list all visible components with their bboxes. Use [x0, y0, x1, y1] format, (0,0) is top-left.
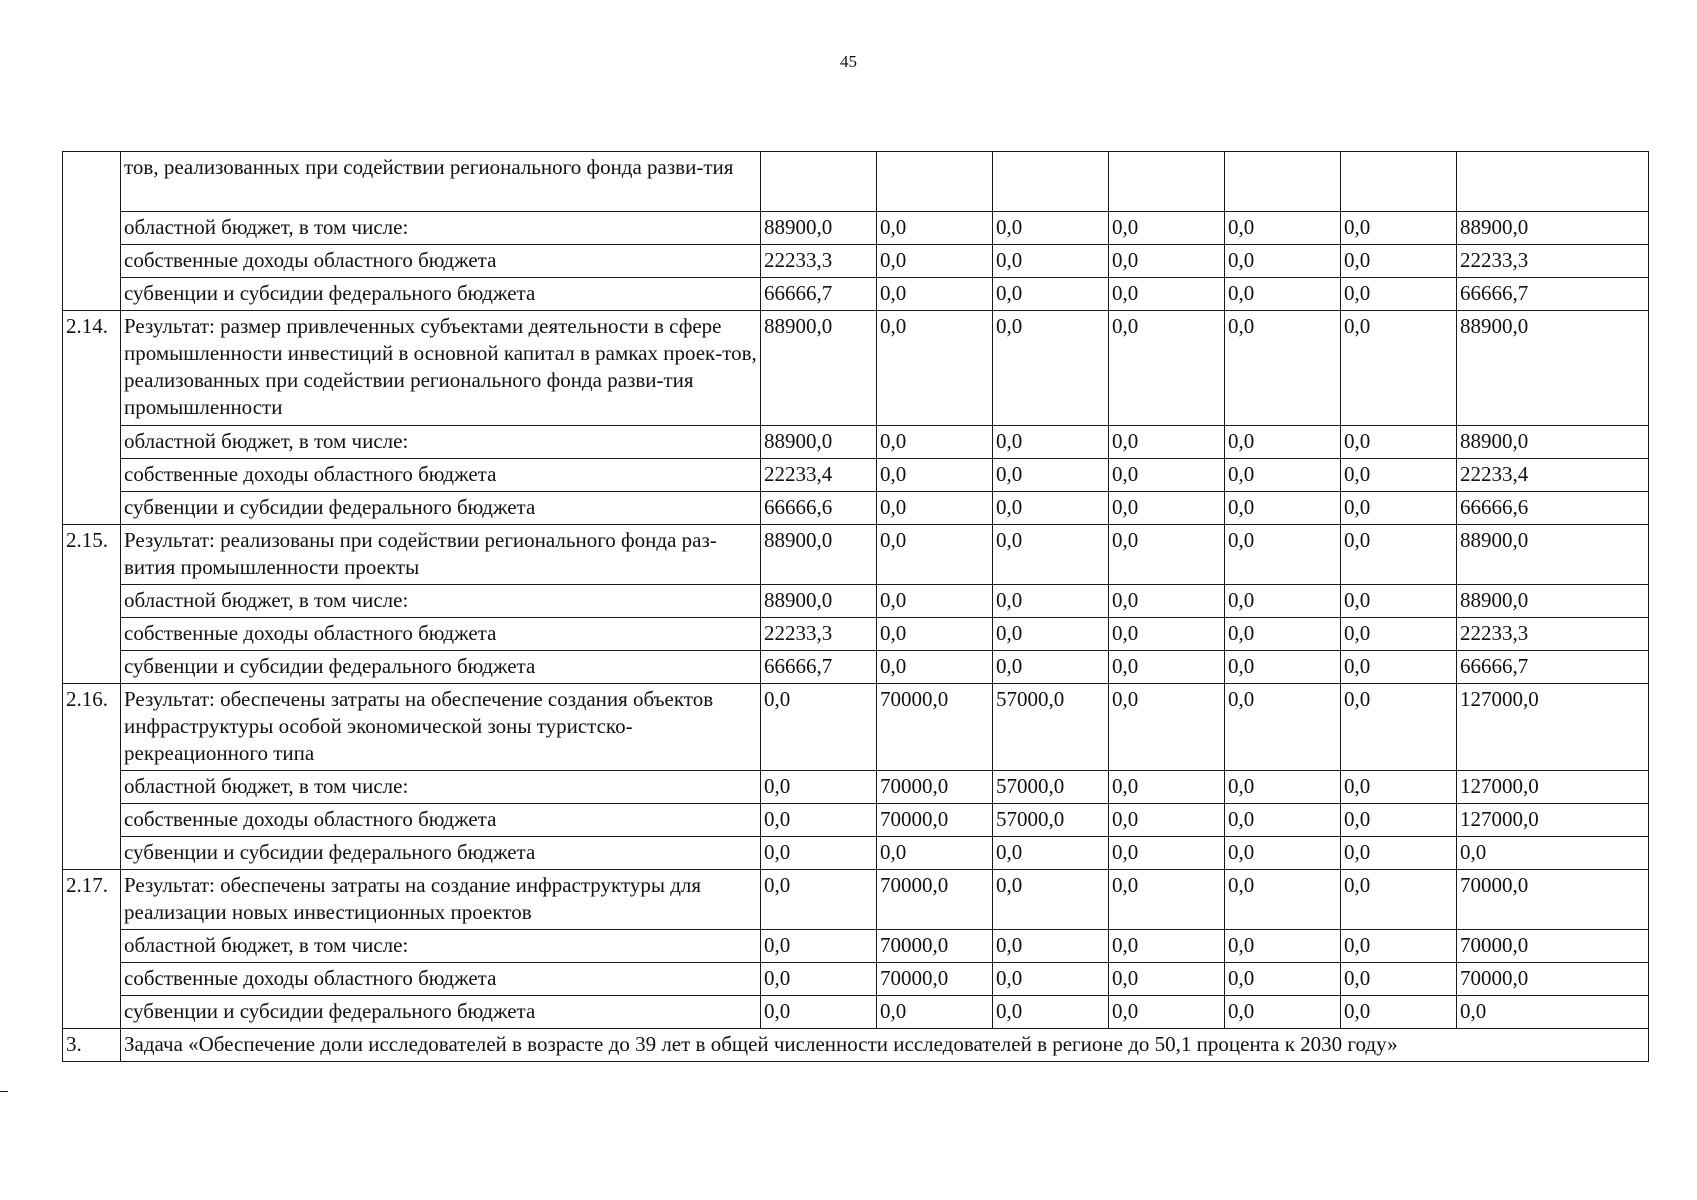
value-cell: 0,0 — [1225, 212, 1341, 245]
row-description: Результат: обеспечены затраты на создание инфраструктуры для реализации новых инвестиционных проектов — [121, 870, 761, 930]
value-cell: 0,0 — [1341, 311, 1457, 426]
value-cell: 0,0 — [1109, 245, 1225, 278]
value-cell: 127000,0 — [1457, 804, 1649, 837]
row-number-cell: 2.14. — [63, 311, 121, 525]
source-label: собственные доходы областного бюджета — [121, 963, 761, 996]
value-cell: 0,0 — [1109, 426, 1225, 459]
value-cell — [1457, 152, 1649, 212]
value-cell: 0,0 — [1341, 837, 1457, 870]
value-cell: 0,0 — [993, 930, 1109, 963]
value-cell: 0,0 — [1341, 525, 1457, 585]
value-cell: 0,0 — [1341, 492, 1457, 525]
value-cell: 0,0 — [877, 278, 993, 311]
value-cell: 22233,4 — [1457, 459, 1649, 492]
value-cell: 88900,0 — [1457, 585, 1649, 618]
row-number-cell — [63, 152, 121, 311]
value-cell: 66666,7 — [761, 278, 877, 311]
value-cell: 0,0 — [1225, 771, 1341, 804]
value-cell: 0,0 — [1109, 651, 1225, 684]
value-cell: 70000,0 — [1457, 930, 1649, 963]
value-cell: 0,0 — [761, 771, 877, 804]
task-heading: Задача «Обеспечение доли исследователей в возрасте до 39 лет в общей численности исследователей в регионе до 50,1 процента к 2030 году» — [121, 1029, 1649, 1062]
table-row — [63, 245, 1649, 278]
value-cell: 88900,0 — [761, 426, 877, 459]
value-cell: 0,0 — [1225, 426, 1341, 459]
source-label: субвенции и субсидии федерального бюджета — [121, 492, 761, 525]
value-cell: 70000,0 — [1457, 963, 1649, 996]
value-cell: 0,0 — [1225, 459, 1341, 492]
value-cell: 22233,3 — [1457, 245, 1649, 278]
value-cell: 0,0 — [1225, 837, 1341, 870]
value-cell: 66666,6 — [1457, 492, 1649, 525]
value-cell — [761, 152, 877, 212]
value-cell: 0,0 — [1225, 930, 1341, 963]
value-cell: 70000,0 — [877, 963, 993, 996]
source-label: областной бюджет, в том числе: — [121, 212, 761, 245]
value-cell: 0,0 — [1341, 771, 1457, 804]
value-cell: 0,0 — [1109, 212, 1225, 245]
value-cell: 0,0 — [1341, 585, 1457, 618]
value-cell: 0,0 — [1109, 963, 1225, 996]
value-cell: 0,0 — [761, 963, 877, 996]
value-cell: 88900,0 — [761, 585, 877, 618]
value-cell: 0,0 — [1109, 996, 1225, 1029]
table-row — [63, 684, 1649, 771]
value-cell — [993, 152, 1109, 212]
value-cell: 0,0 — [1457, 996, 1649, 1029]
source-label: субвенции и субсидии федерального бюджета — [121, 837, 761, 870]
value-cell: 0,0 — [1109, 618, 1225, 651]
value-cell: 0,0 — [1341, 278, 1457, 311]
source-label: собственные доходы областного бюджета — [121, 804, 761, 837]
value-cell: 66666,7 — [761, 651, 877, 684]
value-cell: 0,0 — [993, 492, 1109, 525]
value-cell: 0,0 — [1225, 684, 1341, 771]
value-cell: 0,0 — [761, 837, 877, 870]
value-cell: 0,0 — [993, 212, 1109, 245]
value-cell: 0,0 — [1225, 618, 1341, 651]
value-cell — [1225, 152, 1341, 212]
value-cell: 0,0 — [1225, 278, 1341, 311]
value-cell: 0,0 — [877, 651, 993, 684]
value-cell: 0,0 — [1225, 585, 1341, 618]
value-cell: 0,0 — [993, 837, 1109, 870]
value-cell: 0,0 — [877, 426, 993, 459]
value-cell: 0,0 — [1341, 804, 1457, 837]
table-row — [63, 492, 1649, 525]
source-label: областной бюджет, в том числе: — [121, 426, 761, 459]
table-row — [63, 311, 1649, 426]
value-cell: 0,0 — [877, 585, 993, 618]
table-row — [63, 651, 1649, 684]
margin-mark — [0, 1091, 8, 1092]
value-cell: 88900,0 — [761, 311, 877, 426]
value-cell: 0,0 — [761, 870, 877, 930]
value-cell: 127000,0 — [1457, 771, 1649, 804]
value-cell: 70000,0 — [877, 684, 993, 771]
page-number: 45 — [840, 52, 857, 71]
value-cell: 0,0 — [877, 837, 993, 870]
value-cell — [1341, 152, 1457, 212]
value-cell: 22233,4 — [761, 459, 877, 492]
value-cell: 0,0 — [993, 618, 1109, 651]
value-cell: 0,0 — [1341, 870, 1457, 930]
value-cell: 0,0 — [993, 426, 1109, 459]
budget-table — [62, 151, 1649, 1062]
value-cell: 0,0 — [877, 212, 993, 245]
value-cell: 0,0 — [1109, 525, 1225, 585]
value-cell: 0,0 — [993, 996, 1109, 1029]
value-cell: 0,0 — [1109, 804, 1225, 837]
value-cell: 22233,3 — [761, 618, 877, 651]
source-label: областной бюджет, в том числе: — [121, 771, 761, 804]
source-label: собственные доходы областного бюджета — [121, 618, 761, 651]
source-label: собственные доходы областного бюджета — [121, 459, 761, 492]
value-cell: 0,0 — [877, 492, 993, 525]
row-description: Результат: размер привлеченных субъектами деятельности в сфере промышленности инвестиций в основной капитал в рамках проек-тов, реализованных при содействии регионального фонда разви-тия промышленности — [121, 311, 761, 426]
value-cell: 127000,0 — [1457, 684, 1649, 771]
row-description: тов, реализованных при содействии регионального фонда разви-тия — [121, 152, 761, 212]
source-label: субвенции и субсидии федерального бюджета — [121, 278, 761, 311]
row-number-cell: 2.16. — [63, 684, 121, 870]
value-cell: 0,0 — [993, 245, 1109, 278]
value-cell: 57000,0 — [993, 771, 1109, 804]
table-row — [63, 152, 1649, 212]
value-cell: 0,0 — [1225, 492, 1341, 525]
value-cell: 0,0 — [993, 311, 1109, 426]
value-cell: 70000,0 — [877, 804, 993, 837]
value-cell: 0,0 — [1109, 684, 1225, 771]
row-number-cell: 2.17. — [63, 870, 121, 1029]
value-cell: 0,0 — [1341, 212, 1457, 245]
value-cell: 22233,3 — [1457, 618, 1649, 651]
table-row — [63, 930, 1649, 963]
value-cell: 0,0 — [877, 245, 993, 278]
table-row — [63, 525, 1649, 585]
source-label: субвенции и субсидии федерального бюджета — [121, 996, 761, 1029]
value-cell: 0,0 — [993, 278, 1109, 311]
value-cell: 0,0 — [1109, 585, 1225, 618]
value-cell: 0,0 — [1225, 651, 1341, 684]
value-cell: 88900,0 — [1457, 525, 1649, 585]
value-cell: 88900,0 — [1457, 426, 1649, 459]
table-row — [63, 459, 1649, 492]
value-cell: 0,0 — [1109, 870, 1225, 930]
value-cell: 0,0 — [993, 585, 1109, 618]
value-cell: 0,0 — [877, 311, 993, 426]
value-cell: 0,0 — [1109, 459, 1225, 492]
value-cell: 0,0 — [1341, 618, 1457, 651]
row-description: Результат: реализованы при содействии регионального фонда раз-вития промышленности проекты — [121, 525, 761, 585]
value-cell: 0,0 — [1109, 492, 1225, 525]
value-cell: 70000,0 — [877, 930, 993, 963]
value-cell: 88900,0 — [1457, 212, 1649, 245]
table-row — [63, 870, 1649, 930]
value-cell: 0,0 — [993, 870, 1109, 930]
table-row — [63, 585, 1649, 618]
source-label: областной бюджет, в том числе: — [121, 930, 761, 963]
value-cell: 88900,0 — [761, 212, 877, 245]
value-cell: 66666,6 — [761, 492, 877, 525]
value-cell: 0,0 — [761, 930, 877, 963]
value-cell: 88900,0 — [761, 525, 877, 585]
value-cell: 57000,0 — [993, 684, 1109, 771]
value-cell: 0,0 — [1109, 278, 1225, 311]
value-cell: 22233,3 — [761, 245, 877, 278]
value-cell: 0,0 — [1225, 525, 1341, 585]
value-cell: 0,0 — [1225, 996, 1341, 1029]
value-cell: 0,0 — [761, 804, 877, 837]
value-cell — [877, 152, 993, 212]
value-cell — [1109, 152, 1225, 212]
value-cell: 0,0 — [761, 996, 877, 1029]
value-cell: 0,0 — [877, 525, 993, 585]
value-cell: 0,0 — [993, 651, 1109, 684]
value-cell: 0,0 — [993, 459, 1109, 492]
value-cell: 0,0 — [761, 684, 877, 771]
value-cell: 70000,0 — [877, 870, 993, 930]
value-cell: 0,0 — [1225, 804, 1341, 837]
value-cell: 0,0 — [877, 459, 993, 492]
value-cell: 0,0 — [1225, 245, 1341, 278]
table-row — [63, 771, 1649, 804]
value-cell: 0,0 — [1341, 426, 1457, 459]
table-row — [63, 618, 1649, 651]
table-row — [63, 996, 1649, 1029]
table-row — [63, 426, 1649, 459]
value-cell: 88900,0 — [1457, 311, 1649, 426]
source-label: собственные доходы областного бюджета — [121, 245, 761, 278]
value-cell: 0,0 — [1341, 930, 1457, 963]
value-cell: 0,0 — [1225, 963, 1341, 996]
value-cell: 0,0 — [1457, 837, 1649, 870]
table-row — [63, 212, 1649, 245]
value-cell: 0,0 — [1109, 771, 1225, 804]
value-cell: 0,0 — [1341, 996, 1457, 1029]
source-label: субвенции и субсидии федерального бюджета — [121, 651, 761, 684]
table-row — [63, 837, 1649, 870]
table-body — [63, 152, 1649, 1062]
value-cell: 0,0 — [877, 618, 993, 651]
value-cell: 70000,0 — [877, 771, 993, 804]
value-cell: 0,0 — [993, 525, 1109, 585]
row-description: Результат: обеспечены затраты на обеспечение создания объектов инфраструктуры особой экономической зоны туристско-рекреационного типа — [121, 684, 761, 771]
value-cell: 0,0 — [1109, 930, 1225, 963]
table-row — [63, 278, 1649, 311]
value-cell: 0,0 — [1341, 459, 1457, 492]
value-cell: 70000,0 — [1457, 870, 1649, 930]
value-cell: 0,0 — [1341, 963, 1457, 996]
value-cell: 57000,0 — [993, 804, 1109, 837]
table-row — [63, 1029, 1649, 1062]
table-row — [63, 963, 1649, 996]
value-cell: 0,0 — [1341, 245, 1457, 278]
value-cell: 0,0 — [1225, 311, 1341, 426]
value-cell: 66666,7 — [1457, 278, 1649, 311]
value-cell: 0,0 — [877, 996, 993, 1029]
value-cell: 0,0 — [1225, 870, 1341, 930]
table-row — [63, 804, 1649, 837]
value-cell: 0,0 — [1341, 684, 1457, 771]
value-cell: 0,0 — [1109, 837, 1225, 870]
value-cell: 0,0 — [1341, 651, 1457, 684]
value-cell: 0,0 — [1109, 311, 1225, 426]
value-cell: 66666,7 — [1457, 651, 1649, 684]
row-number-cell: 2.15. — [63, 525, 121, 684]
source-label: областной бюджет, в том числе: — [121, 585, 761, 618]
row-number-cell: 3. — [63, 1029, 121, 1062]
value-cell: 0,0 — [993, 963, 1109, 996]
